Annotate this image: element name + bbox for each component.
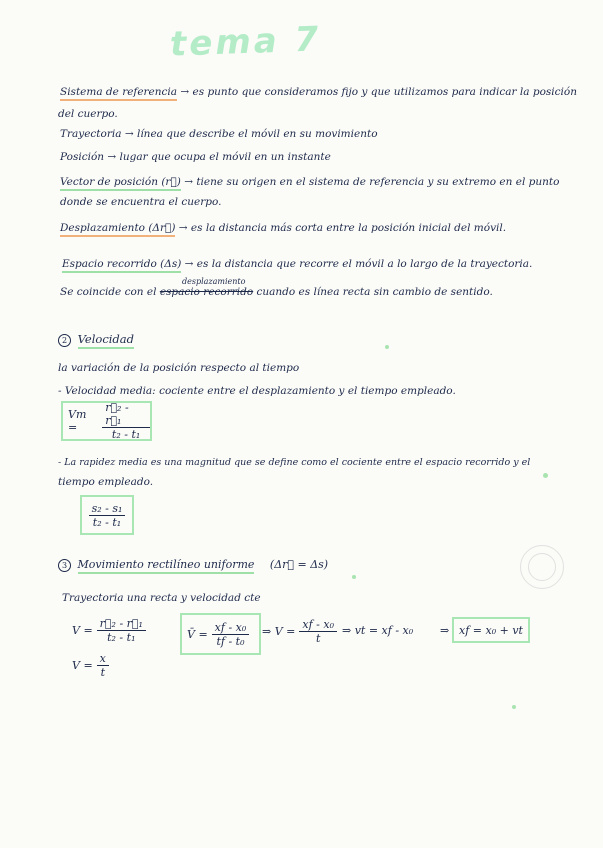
section3-note: (Δr⃗ = Δs): [269, 558, 329, 571]
arrow1: ⇒ V =: [262, 625, 296, 638]
rapidez-fraction: [89, 502, 126, 529]
v-label: V =: [72, 624, 93, 637]
vm-formula-box: [61, 401, 152, 441]
v2-denominator: t: [100, 666, 105, 679]
vector-cont: donde se encuentra el cuerpo.: [60, 196, 222, 208]
sistema-line: [60, 86, 577, 99]
rapidez-denominator: t₂ - t₁: [92, 515, 122, 529]
espacio-line: [62, 258, 532, 271]
rapidez-formula-box: [80, 495, 134, 535]
vector-line: [60, 176, 559, 189]
espacio-term: Espacio recorrido (Δs): [62, 258, 181, 273]
v2-formula: [72, 652, 109, 679]
final-formula: xf = x₀ + vt: [459, 623, 523, 637]
vector-term: Vector de posición (r⃗): [60, 176, 181, 191]
v-time-formula: [262, 618, 337, 645]
sistema-text: → es punto que consideramos fijo y que utilizamos para indicar la posición: [180, 86, 577, 98]
posicion-line: Posición → lugar que ocupa el móvil en un instante: [60, 151, 331, 163]
eq2-fraction: [299, 618, 337, 645]
sistema-cont: del cuerpo.: [58, 108, 118, 120]
arrow-final: ⇒: [440, 624, 450, 637]
ink-dot: [543, 473, 548, 478]
vm-fraction: [102, 401, 150, 441]
espacio-text: → es la distancia que recorre el móvil a lo largo de la trayectoria.: [184, 258, 533, 270]
section3-heading: [58, 558, 328, 572]
final-formula-box: [452, 617, 530, 643]
vm-denominator: t₂ - t₁: [111, 428, 141, 441]
paper-stain-inner: [528, 553, 556, 581]
box1-numerator: xf - x₀: [212, 621, 250, 635]
box1-fraction: [212, 621, 250, 648]
coincide-strike: espacio recorrido: [159, 286, 254, 298]
rapidez-numerator: s₂ - s₁: [89, 502, 126, 516]
eq2-numerator: xf - x₀: [299, 618, 337, 632]
ink-dot: [512, 705, 516, 709]
v-numerator: r⃗₂ - r⃗₁: [97, 617, 146, 631]
box1-label: V̄ =: [187, 627, 208, 641]
v2-fraction: [97, 652, 109, 679]
desp-term: Desplazamiento (Δr⃗): [60, 222, 175, 237]
desp-text: → es la distancia más corta entre la posición inicial del móvil.: [178, 222, 507, 234]
rapidez-line1: - La rapidez media es una magnitud que se define como el cociente entre el espacio recorrido y el: [58, 457, 531, 468]
coincide-text-b: cuando es línea recta sin cambio de sentido.: [256, 286, 493, 298]
vector-text: → tiene su origen en el sistema de referencia y su extremo en el punto: [184, 176, 560, 188]
sistema-term: Sistema de referencia: [60, 86, 177, 101]
v2-label: V =: [72, 659, 93, 672]
desp-line: [60, 222, 506, 235]
section2-number: 2: [58, 334, 71, 347]
coincide-note: desplazamiento: [182, 277, 246, 286]
v-formula: [72, 617, 146, 644]
section3-number: 3: [58, 559, 71, 572]
velocidad-intro: la variación de la posición respecto al tiempo: [58, 362, 300, 374]
trayectoria-line: Trayectoria → línea que describe el móvil en su movimiento: [60, 128, 378, 140]
box1-denominator: tf - t₀: [216, 634, 245, 648]
section3-title: Movimiento rectilíneo uniforme: [78, 558, 255, 574]
velocidad-media: - Velocidad media: cociente entre el desplazamiento y el tiempo empleado.: [58, 385, 456, 397]
page-title: tema 7: [169, 19, 322, 65]
coincide-line: [60, 286, 493, 299]
section2-heading: [58, 333, 134, 347]
vm-label: Vm =: [68, 408, 87, 434]
ink-dot: [352, 575, 356, 579]
mru-trayectoria: Trayectoria una recta y velocidad cte: [62, 592, 261, 604]
v-denominator: t₂ - t₁: [107, 631, 136, 644]
vbar-formula-box: [180, 613, 261, 655]
chain-formula: ⇒ vt = xf - x₀: [342, 624, 414, 637]
v2-numerator: x: [97, 652, 109, 666]
v-fraction: [97, 617, 146, 644]
section2-title: Velocidad: [78, 332, 134, 349]
coincide-text-a: Se coincide con el: [60, 286, 157, 298]
eq2-denominator: t: [315, 632, 321, 645]
ink-dot: [385, 345, 389, 349]
rapidez-line2: tiempo empleado.: [58, 476, 154, 488]
vm-numerator: r⃗₂ - r⃗₁: [102, 401, 150, 428]
